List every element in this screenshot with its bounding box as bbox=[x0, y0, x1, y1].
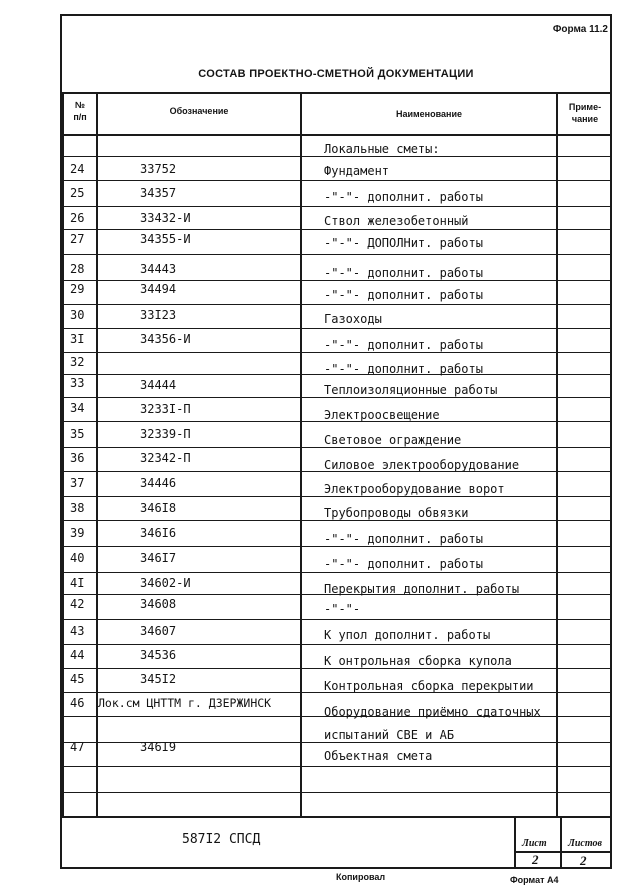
row-name: -"-"- дополнит. работы bbox=[324, 338, 483, 352]
row-name: испытаний СВЕ и АБ bbox=[324, 728, 455, 742]
row-rule bbox=[62, 180, 610, 181]
format-label: Формат А4 bbox=[510, 875, 559, 885]
row-name: Электроосвещение bbox=[324, 408, 440, 422]
header-name: Наименование bbox=[395, 109, 463, 119]
sheet-value: 2 bbox=[532, 852, 539, 867]
row-rule bbox=[62, 572, 610, 573]
sheets-label: Листов bbox=[568, 838, 602, 849]
header-top-rule bbox=[62, 92, 610, 94]
row-name: Фундамент bbox=[324, 164, 390, 178]
row-name: -"-"- bbox=[324, 602, 361, 616]
row-code: 34444 bbox=[140, 378, 177, 392]
table-bottom-rule bbox=[62, 816, 610, 818]
row-rule bbox=[62, 668, 610, 669]
row-code: 33752 bbox=[140, 162, 177, 176]
row-code: 34356-И bbox=[140, 332, 191, 346]
row-code: 34607 bbox=[140, 624, 177, 638]
row-name: Теплоизоляционные работы bbox=[324, 383, 498, 397]
row-code: 33I23 bbox=[140, 308, 177, 322]
row-num: 45 bbox=[70, 672, 85, 686]
row-code: 34443 bbox=[140, 262, 177, 276]
row-name: Перекрытия дополнит. работы bbox=[324, 582, 520, 596]
row-name: -"-"- дополнит. работы bbox=[324, 266, 483, 280]
row-num: 37 bbox=[70, 476, 85, 490]
row-rule bbox=[62, 644, 610, 645]
header-bottom-rule bbox=[62, 134, 610, 136]
row-num: 42 bbox=[70, 597, 85, 611]
stamp-mid-rule bbox=[560, 816, 562, 869]
row-code: 34357 bbox=[140, 186, 177, 200]
row-num: 25 bbox=[70, 186, 85, 200]
col-rule-1 bbox=[62, 92, 64, 818]
row-code: Лок.см ЦНТТМ г. ДЗЕРЖИНСК bbox=[98, 696, 272, 710]
row-code: 34446 bbox=[140, 476, 177, 490]
row-num: 29 bbox=[70, 282, 85, 296]
row-code: 346I8 bbox=[140, 501, 177, 515]
row-num: 35 bbox=[70, 427, 85, 441]
footer-doc-code: 587I2 СПСД bbox=[182, 832, 261, 847]
stamp-left-rule bbox=[514, 816, 516, 869]
row-code: 32342-П bbox=[140, 451, 191, 465]
row-num: 32 bbox=[70, 355, 85, 369]
row-code: 34602-И bbox=[140, 576, 191, 590]
row-num: 47 bbox=[70, 740, 85, 754]
row-num: 39 bbox=[70, 526, 85, 540]
row-name: К упол дополнит. работы bbox=[324, 628, 491, 642]
row-code: 3233I-П bbox=[140, 402, 191, 416]
row-num: 27 bbox=[70, 232, 85, 246]
row-name: К онтрольная сборка купола bbox=[324, 654, 512, 668]
row-name: Трубопроводы обвязки bbox=[324, 506, 469, 520]
form-label: Форма 11.2 bbox=[552, 24, 608, 35]
row-name: Контрольная сборка перекрытии bbox=[324, 679, 534, 693]
row-code: 34494 bbox=[140, 282, 177, 296]
header-num: № п/п bbox=[73, 100, 87, 122]
row-code: 34355-И bbox=[140, 232, 191, 246]
row-num: 38 bbox=[70, 501, 85, 515]
row-name: -"-"- дополнит. работы bbox=[324, 362, 483, 376]
sheets-value: 2 bbox=[580, 853, 587, 868]
row-code: 346I7 bbox=[140, 551, 177, 565]
row-name: Газоходы bbox=[324, 312, 382, 326]
row-code: 34608 bbox=[140, 597, 177, 611]
document-sheet bbox=[60, 14, 612, 869]
row-num: 34 bbox=[70, 401, 85, 415]
row-name: Силовое электрооборудование bbox=[324, 458, 520, 472]
row-code: 346I9 bbox=[140, 740, 177, 754]
row-name: -"-"- дополнит. работы bbox=[324, 557, 483, 571]
row-rule bbox=[62, 792, 610, 793]
row-rule bbox=[62, 447, 610, 448]
row-code: 345I2 bbox=[140, 672, 177, 686]
row-rule bbox=[62, 496, 610, 497]
row-rule bbox=[62, 254, 610, 255]
row-num: 3I bbox=[70, 332, 85, 346]
row-rule bbox=[62, 304, 610, 305]
copied-label: Копировал bbox=[336, 872, 386, 882]
row-rule bbox=[62, 397, 610, 398]
sheet-label: Лист bbox=[522, 838, 547, 849]
row-num: 28 bbox=[70, 262, 85, 276]
row-num: 46 bbox=[70, 696, 85, 710]
header-designation: Обозначение bbox=[169, 106, 229, 116]
row-name: Оборудование приёмно сдаточных bbox=[324, 705, 541, 719]
row-name: Объектная смета bbox=[324, 749, 433, 763]
row-num: 40 bbox=[70, 551, 85, 565]
row-code: 346I6 bbox=[140, 526, 177, 540]
row-name: Электрооборудование ворот bbox=[324, 482, 505, 496]
col-rule-3 bbox=[300, 92, 302, 818]
row-name: -"-"- ДОПОЛНит. работы bbox=[324, 236, 483, 250]
row-code: 34536 bbox=[140, 648, 177, 662]
row-num: 43 bbox=[70, 624, 85, 638]
row-rule bbox=[62, 520, 610, 521]
row-name: -"-"- дополнит. работы bbox=[324, 532, 483, 546]
row-rule bbox=[62, 546, 610, 547]
row-num: 26 bbox=[70, 211, 85, 225]
row-code: 32339-П bbox=[140, 427, 191, 441]
row-rule bbox=[62, 328, 610, 329]
row-num: 24 bbox=[70, 162, 85, 176]
row-rule bbox=[62, 766, 610, 767]
stamp-mid-rule-h bbox=[514, 851, 610, 853]
row-rule bbox=[62, 229, 610, 230]
row-code: 33432-И bbox=[140, 211, 191, 225]
row-rule bbox=[62, 280, 610, 281]
document-title: СОСТАВ ПРОЕКТНО-СМЕТНОЙ ДОКУМЕНТАЦИИ bbox=[198, 68, 474, 80]
row-name: Локальные сметы: bbox=[324, 142, 440, 156]
col-rule-4 bbox=[556, 92, 558, 818]
row-name: Ствол железобетонный bbox=[324, 214, 469, 228]
row-name: -"-"- дополнит. работы bbox=[324, 288, 483, 302]
row-num: 36 bbox=[70, 451, 85, 465]
row-num: 4I bbox=[70, 576, 85, 590]
row-name: Световое ограждение bbox=[324, 433, 462, 447]
row-num: 44 bbox=[70, 648, 85, 662]
row-name: -"-"- дополнит. работы bbox=[324, 190, 483, 204]
row-num: 33 bbox=[70, 376, 85, 390]
row-rule bbox=[62, 206, 610, 207]
row-rule bbox=[62, 156, 610, 157]
header-note: Приме- чание bbox=[568, 102, 602, 124]
row-num: 30 bbox=[70, 308, 85, 322]
row-rule bbox=[62, 619, 610, 620]
row-rule bbox=[62, 352, 610, 353]
